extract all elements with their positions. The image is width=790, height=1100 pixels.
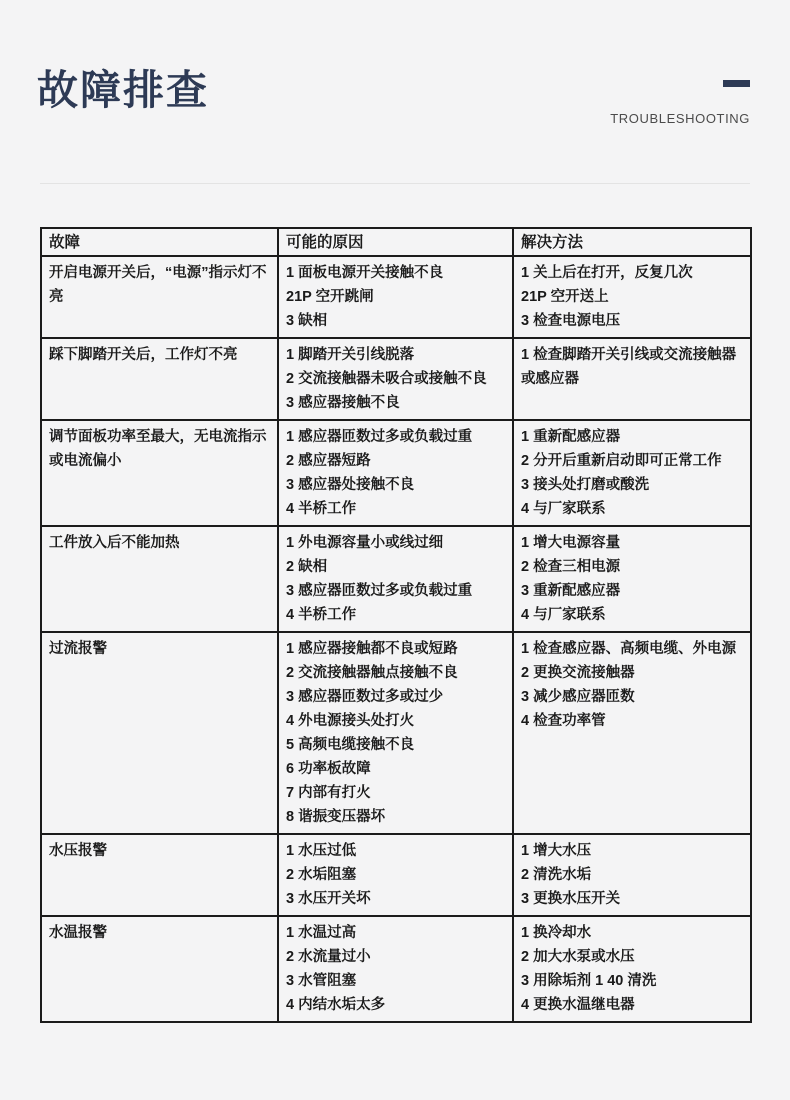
causes-cell (278, 526, 513, 632)
cell-line: 开启电源开关后，“电源”指示灯不亮 (49, 265, 267, 305)
cell-line: 21P 空开跳闸 (286, 289, 374, 305)
cell-line: 3 感应器匝数过多或负载过重 (286, 583, 473, 599)
cell-line: 2 水流量过小 (286, 949, 371, 965)
cell-line: 水温报警 (49, 925, 107, 941)
cell-line: 踩下脚踏开关后，工作灯不亮 (49, 347, 238, 363)
fault-cell (41, 632, 278, 834)
cell-line: 1 水压过低 (286, 843, 357, 859)
cell-line: 6 功率板故障 (286, 761, 371, 777)
cell-line: 3 水管阻塞 (286, 973, 357, 989)
solutions-cell (513, 916, 751, 1022)
cell-line: 2 加大水泵或水压 (521, 949, 635, 965)
cell-line: 2 感应器短路 (286, 453, 371, 469)
cell-line: 1 检查脚踏开关引线或交流接触器或感应器 (521, 347, 737, 387)
cell-line: 21P 空开送上 (521, 289, 609, 305)
solutions-cell (513, 632, 751, 834)
cell-line: 3 缺相 (286, 313, 328, 329)
solutions-cell (513, 338, 751, 420)
cell-line: 2 更换交流接触器 (521, 665, 635, 681)
fault-cell (41, 916, 278, 1022)
cell-line: 4 与厂家联系 (521, 501, 606, 517)
brand-block (610, 80, 750, 126)
causes-cell (278, 256, 513, 338)
cell-line: 1 换冷却水 (521, 925, 592, 941)
cell-line: 3 感应器匝数过多或过少 (286, 689, 444, 705)
cell-line: 2 清洗水垢 (521, 867, 592, 883)
table-row (41, 632, 751, 834)
causes-cell (278, 420, 513, 526)
causes-cell (278, 916, 513, 1022)
solutions-cell (513, 256, 751, 338)
cell-line: 3 用除垢剂 1 40 清洗 (521, 973, 657, 989)
cell-line: 1 面板电源开关接触不良 (286, 265, 444, 281)
cell-line: 4 与厂家联系 (521, 607, 606, 623)
cell-line: 1 感应器接触都不良或短路 (286, 641, 458, 657)
cell-line: 2 缺相 (286, 559, 328, 575)
page-subtitle: TROUBLESHOOTING (610, 111, 750, 126)
cell-line: 3 水压开关坏 (286, 891, 371, 907)
cell-line: 4 检查功率管 (521, 713, 606, 729)
cell-line: 3 减少感应器匝数 (521, 689, 635, 705)
column-header: 故障 (41, 228, 278, 256)
cell-line: 1 外电源容量小或线过细 (286, 535, 444, 551)
fault-cell (41, 420, 278, 526)
fault-cell (41, 256, 278, 338)
table-row (41, 256, 751, 338)
cell-line: 3 感应器接触不良 (286, 395, 400, 411)
cell-line: 水压报警 (49, 843, 107, 859)
cell-line: 1 增大水压 (521, 843, 592, 859)
fault-cell (41, 526, 278, 632)
cell-line: 2 水垢阻塞 (286, 867, 357, 883)
cell-line: 1 水温过高 (286, 925, 357, 941)
cell-line: 4 外电源接头处打火 (286, 713, 415, 729)
solutions-cell (513, 526, 751, 632)
cell-line: 1 检查感应器、高频电缆、外电源 (521, 641, 737, 657)
cell-line: 3 重新配感应器 (521, 583, 621, 599)
cell-line: 4 更换水温继电器 (521, 997, 635, 1013)
fault-cell (41, 834, 278, 916)
cell-line: 5 高频电缆接触不良 (286, 737, 415, 753)
column-header: 解决方法 (513, 228, 751, 256)
cell-line: 2 检查三相电源 (521, 559, 621, 575)
header-accent-bar (723, 80, 750, 87)
cell-line: 8 谐振变压器坏 (286, 809, 386, 825)
cell-line: 4 半桥工作 (286, 607, 357, 623)
cell-line: 1 增大电源容量 (521, 535, 621, 551)
solutions-cell (513, 834, 751, 916)
table-body (41, 256, 751, 1022)
header-divider (40, 183, 750, 184)
cell-line: 2 交流接触器未吸合或接触不良 (286, 371, 487, 387)
cell-line: 1 重新配感应器 (521, 429, 621, 445)
cell-line: 2 交流接触器触点接触不良 (286, 665, 458, 681)
causes-cell (278, 834, 513, 916)
cell-line: 3 接头处打磨或酸洗 (521, 477, 650, 493)
cell-line: 1 感应器匝数过多或负载过重 (286, 429, 473, 445)
causes-cell (278, 338, 513, 420)
cell-line: 1 关上后在打开，反复几次 (521, 265, 693, 281)
table-row (41, 834, 751, 916)
cell-line: 工件放入后不能加热 (49, 535, 180, 551)
cell-line: 4 内结水垢太多 (286, 997, 386, 1013)
cell-line: 调节面板功率至最大，无电流指示或电流偏小 (49, 429, 267, 469)
cell-line: 3 更换水压开关 (521, 891, 621, 907)
causes-cell (278, 632, 513, 834)
cell-line: 7 内部有打火 (286, 785, 371, 801)
table-row (41, 420, 751, 526)
cell-line: 1 脚踏开关引线脱落 (286, 347, 415, 363)
cell-line: 3 检查电源电压 (521, 313, 621, 329)
cell-line: 2 分开后重新启动即可正常工作 (521, 453, 722, 469)
page-title: 故障排查 (37, 67, 209, 113)
table-header-row (41, 228, 751, 256)
cell-line: 4 半桥工作 (286, 501, 357, 517)
column-header: 可能的原因 (278, 228, 513, 256)
cell-line: 过流报警 (49, 641, 107, 657)
fault-cell (41, 338, 278, 420)
table-row (41, 338, 751, 420)
cell-line: 3 感应器处接触不良 (286, 477, 415, 493)
table-row (41, 526, 751, 632)
troubleshooting-table (40, 227, 752, 1023)
table-row (41, 916, 751, 1022)
solutions-cell (513, 420, 751, 526)
